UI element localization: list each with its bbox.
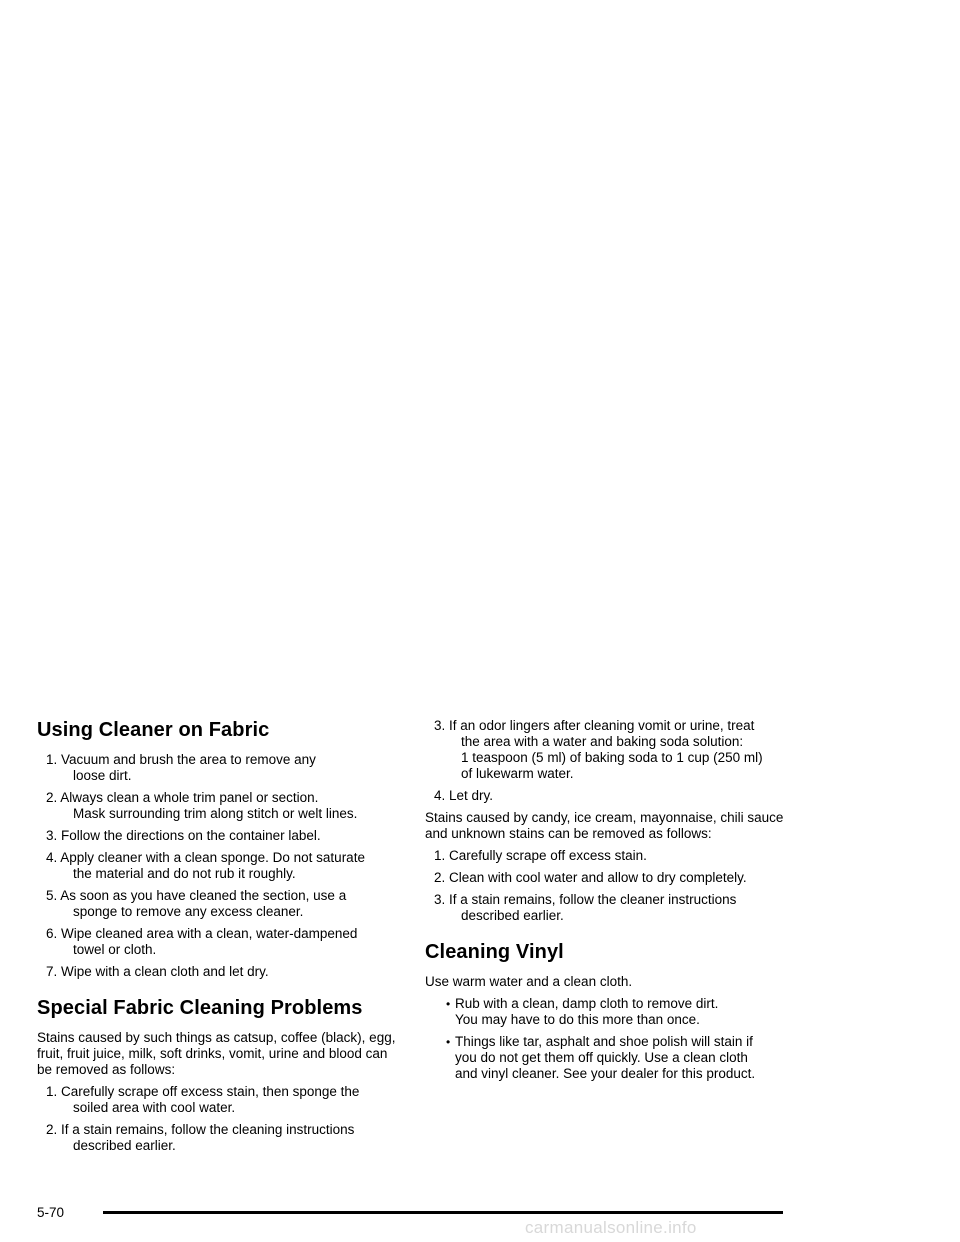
list-item: 4. Let dry. bbox=[434, 788, 494, 803]
bullet-icon: • bbox=[446, 997, 451, 1011]
list-item: 2. If a stain remains, follow the cleaning instructions described earlier. bbox=[46, 1122, 355, 1153]
bullet-text: Things like tar, asphalt and shoe polish will stain if you do not get them off quickly. Use a clean cloth and vinyl cleaner. See your dealer for this product. bbox=[455, 1034, 756, 1081]
candy-cleaning-steps bbox=[425, 848, 787, 924]
list-item: 3. If a stain remains, follow the cleaner instructions described earlier. bbox=[434, 892, 737, 923]
list-item bbox=[425, 996, 787, 1028]
page-number: 5-70 bbox=[37, 1205, 65, 1220]
left-column bbox=[37, 718, 399, 1160]
special-intro-paragraph: Stains caused by such things as catsup, coffee (black), egg, fruit, fruit juice, milk, soft drinks, vomit, urine and blood can be removed as follows: bbox=[37, 1030, 396, 1077]
list-item bbox=[425, 1034, 787, 1082]
heading-using-cleaner-on-fabric: Using Cleaner on Fabric bbox=[37, 719, 270, 741]
list-item: 6. Wipe cleaned area with a clean, water-dampened towel or cloth. bbox=[46, 926, 358, 957]
list-item: 7. Wipe with a clean cloth and let dry. bbox=[46, 964, 269, 979]
fabric-cleaning-steps bbox=[37, 752, 399, 980]
special-cleaning-steps-continued bbox=[425, 718, 787, 804]
watermark: carmanualsonline.info bbox=[525, 1218, 697, 1237]
footer-rule bbox=[103, 1211, 783, 1214]
vinyl-bullets bbox=[425, 996, 787, 1082]
list-item: 2. Clean with cool water and allow to dry completely. bbox=[434, 870, 747, 885]
list-item: 5. As soon as you have cleaned the section, use a sponge to remove any excess cleaner. bbox=[46, 888, 347, 919]
list-item: 3. Follow the directions on the container label. bbox=[46, 828, 321, 843]
list-item: 3. If an odor lingers after cleaning vomit or urine, treat the area with a water and baking soda solution: 1 teaspoon (5 ml) of baking soda to 1 cup (250 ml) of lukewarm water. bbox=[434, 718, 763, 781]
vinyl-intro-paragraph: Use warm water and a clean cloth. bbox=[425, 974, 633, 989]
list-item: 2. Always clean a whole trim panel or section. Mask surrounding trim along stitch or welt lines. bbox=[46, 790, 358, 821]
heading-cleaning-vinyl: Cleaning Vinyl bbox=[425, 941, 564, 963]
candy-intro-paragraph: Stains caused by candy, ice cream, mayonnaise, chili sauce and unknown stains can be removed as follows: bbox=[425, 810, 784, 841]
special-cleaning-steps bbox=[37, 1084, 399, 1154]
list-item: 1. Vacuum and brush the area to remove any loose dirt. bbox=[46, 752, 316, 783]
heading-special-fabric-cleaning-problems: Special Fabric Cleaning Problems bbox=[37, 997, 363, 1019]
list-item: 1. Carefully scrape off excess stain, then sponge the soiled area with cool water. bbox=[46, 1084, 360, 1115]
list-item: 4. Apply cleaner with a clean sponge. Do not saturate the material and do not rub it roughly. bbox=[46, 850, 365, 881]
list-item: 1. Carefully scrape off excess stain. bbox=[434, 848, 647, 863]
bullet-text: Rub with a clean, damp cloth to remove dirt. You may have to do this more than once. bbox=[455, 996, 719, 1027]
right-column bbox=[425, 718, 787, 1088]
bullet-icon: • bbox=[446, 1035, 451, 1049]
